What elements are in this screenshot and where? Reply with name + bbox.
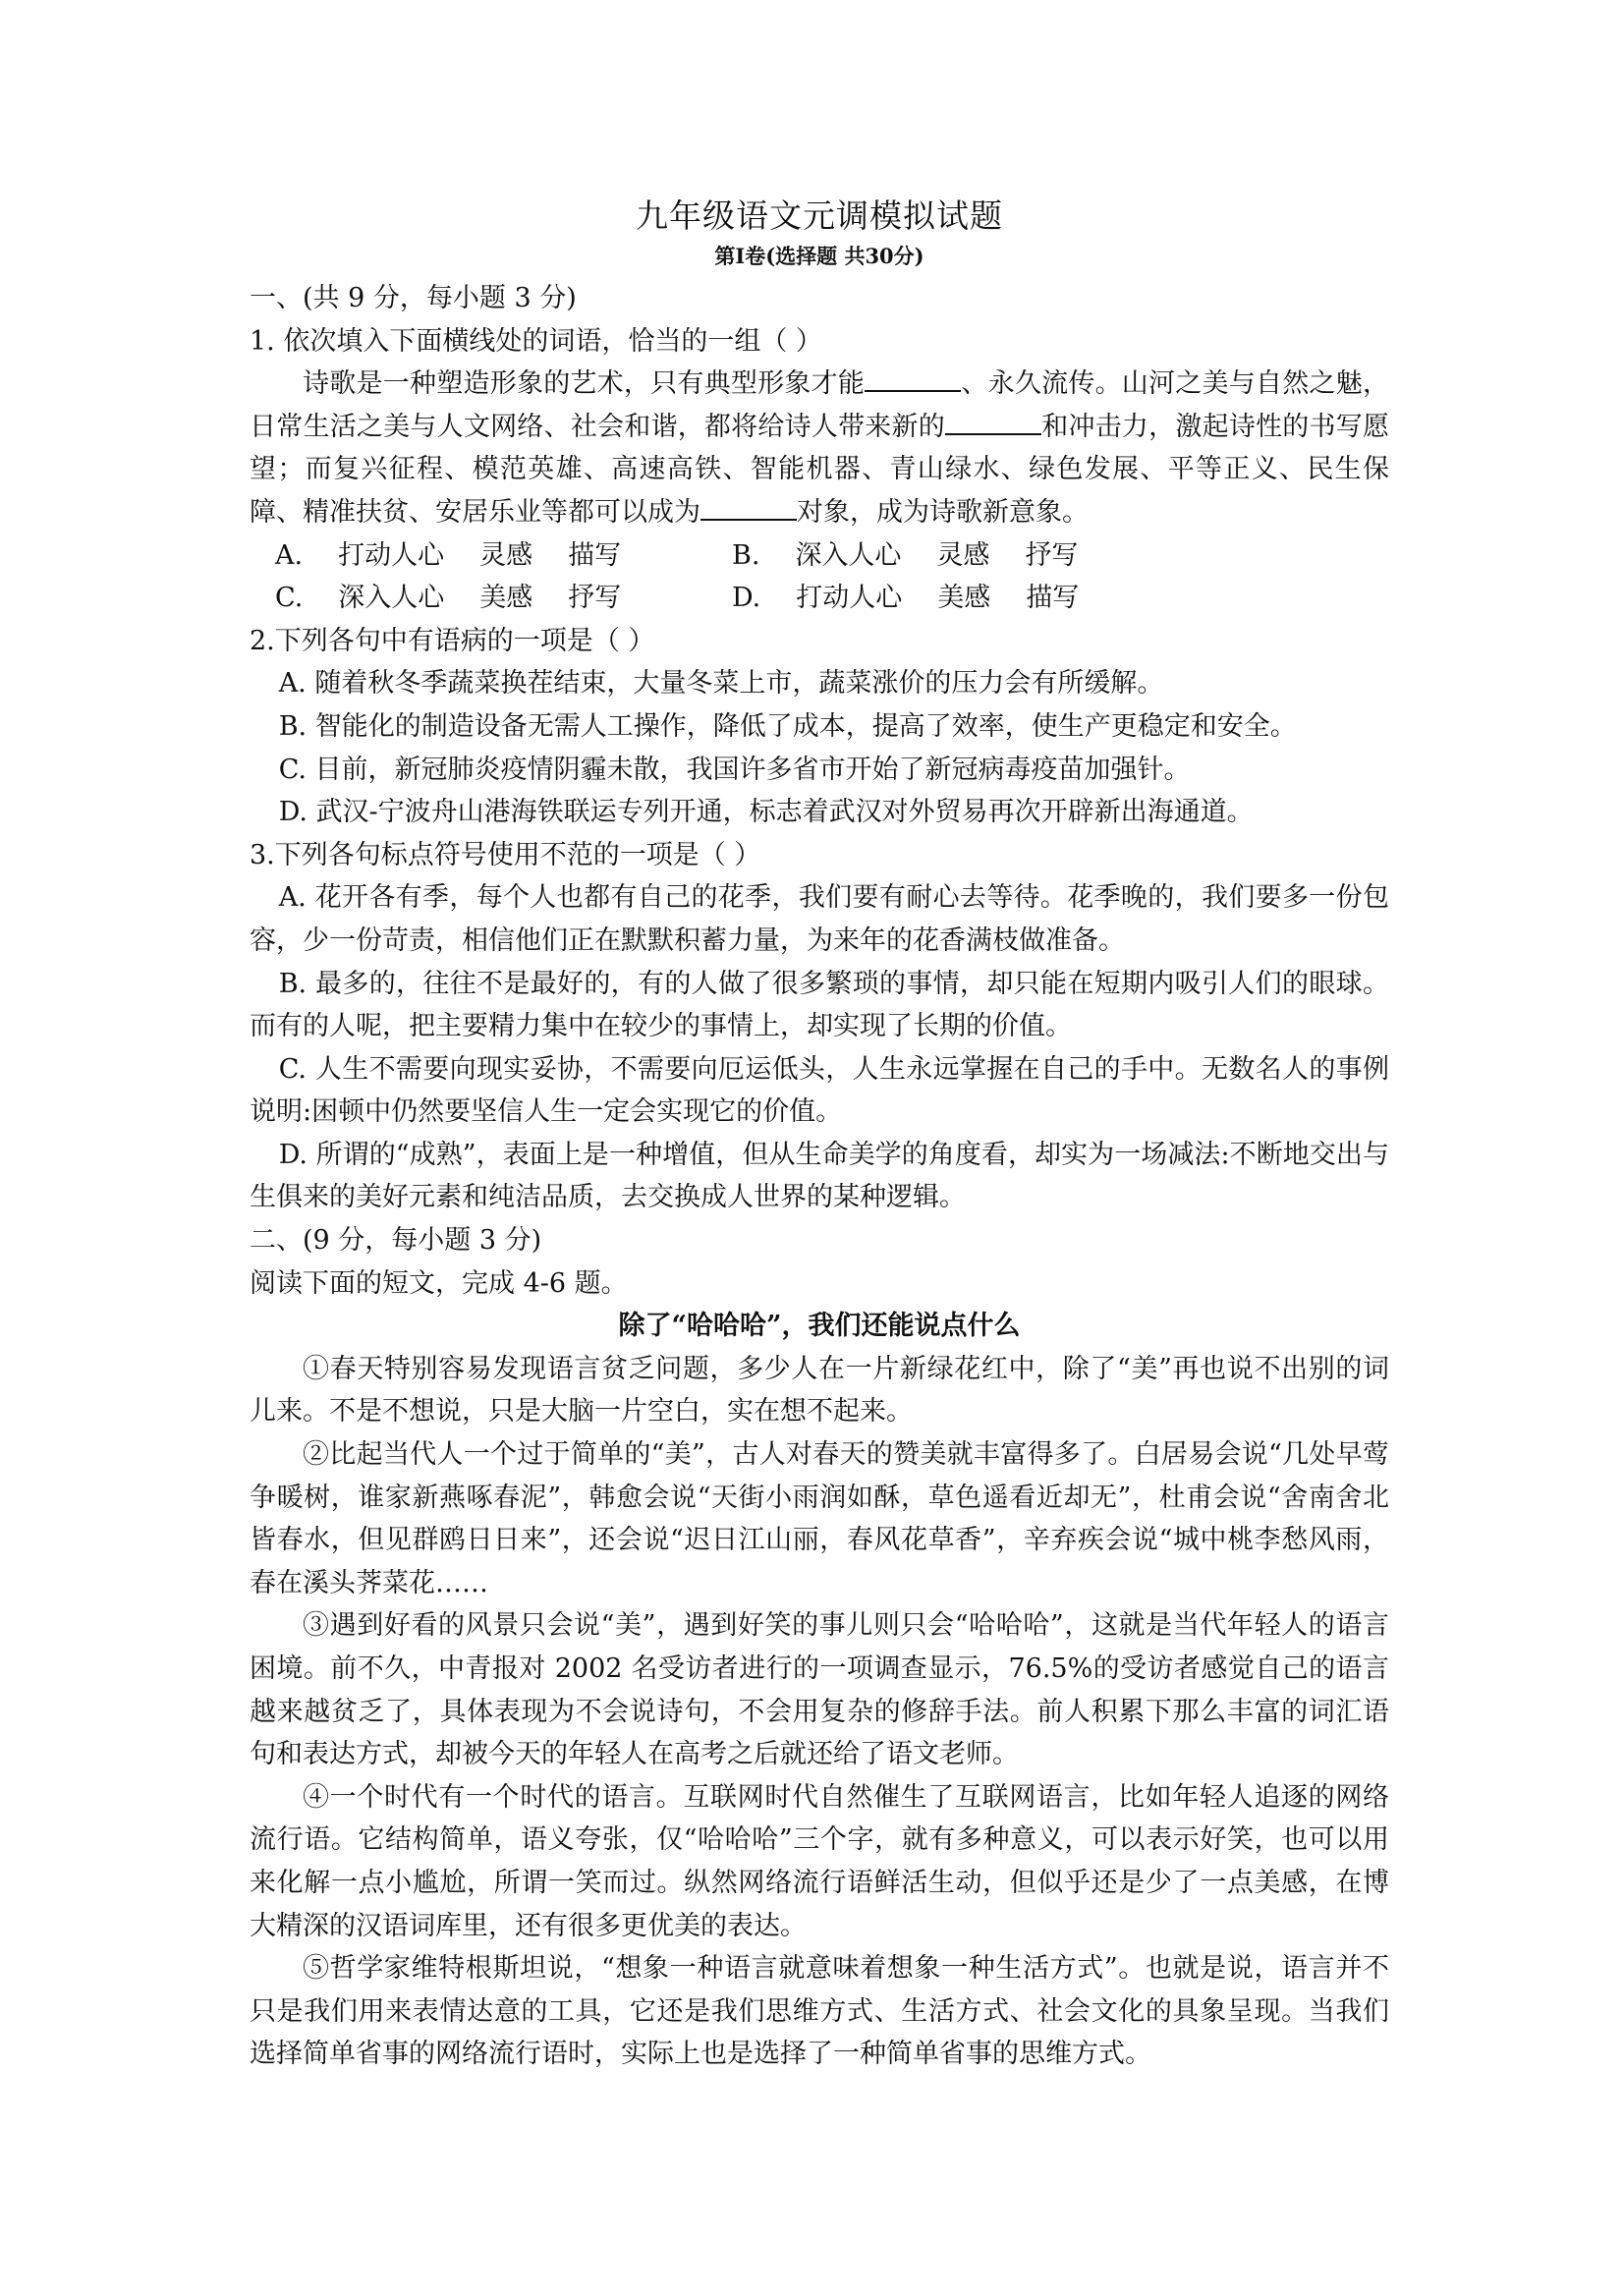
option-word: 描写	[568, 539, 622, 571]
q1-passage-part1: 诗歌是一种塑造形象的艺术，只有典型形象才能	[303, 368, 866, 400]
article-paragraph-1: ①春天特别容易发现语言贫乏问题，多少人在一片新绿花红中，除了“美”再也说不出别的词儿来。不是不想说，只是大脑一片空白，实在想不起来。	[250, 1353, 1389, 1428]
q3-option-b: B. 最多的，往往不是最好的，有的人做了很多繁琐的事情，却只能在短期内吸引人们的眼球。而有的人呢，把主要精力集中在较少的事情上，却实现了长期的价值。	[250, 968, 1389, 1042]
q1-blank-1	[865, 364, 961, 392]
option-word: 灵感	[479, 539, 533, 571]
q3-option-c: C. 人生不需要向现实妥协，不需要向厄运低头，人生永远掌握在自己的手中。无数名人的事例说明:困顿中仍然要坚信人生一定会实现它的价值。	[250, 1053, 1389, 1128]
option-word: 美感	[479, 583, 533, 614]
option-word: 美感	[937, 583, 991, 614]
q1-passage	[250, 363, 1389, 533]
section2-instruction: 阅读下面的短文，完成 4-6 题。	[250, 1267, 628, 1299]
option-word: 抒写	[1025, 539, 1079, 571]
page-content	[250, 193, 1389, 2076]
q1-blank-2	[945, 408, 1041, 435]
article-paragraph-5: ⑤哲学家维特根斯坦说，“想象一种语言就意味着想象一种生活方式”。也就是说，语言并不只是我们用来表情达意的工具，它还是我们思维方式、生活方式、社会文化的具象呈现。当我们选择简单省事的网络流行语时，实际上也是选择了一种简单省事的思维方式。	[250, 1953, 1389, 2070]
q2-option-b: B. 智能化的制造设备无需人工操作，降低了成本，提高了效率，使生产更稳定和安全。	[278, 710, 1297, 742]
article-paragraph-4: ④一个时代有一个时代的语言。互联网时代自然催生了互联网语言，比如年轻人追逐的网络流行语。它结构简单，语义夸张，仅“哈哈哈”三个字，就有多种意义，可以表示好笑，也可以用来化解一点小尴尬，所谓一笑而过。纵然网络流行语鲜活生动，但似乎还是少了一点美感，在博大精深的汉语词库里，还有很多更优美的表达。	[250, 1781, 1389, 1941]
q3-option-a: A. 花开各有季，每个人也都有自己的花季，我们要有耐心去等待。花季晚的，我们要多一份包容，少一份苛责，相信他们正在默默积蓄力量，为来年的花香满枝做准备。	[250, 882, 1389, 956]
article-paragraph-2: ②比起当代人一个过于简单的“美”，古人对春天的赞美就丰富得多了。白居易会说“几处早莺争暖树，谁家新燕啄春泥”，韩愈会说“天街小雨润如酥，草色遥看近却无”，杜甫会说“舍南舍北皆春水，但见群鸥日日来”，还会说“迟日江山丽，春风花草香”，辛弃疾会说“城中桃李愁风雨，春在溪头荠菜花……	[250, 1439, 1389, 1598]
option-word: 灵感	[936, 539, 990, 571]
q2-option-d: D. 武汉-宁波舟山港海铁联运专列开通，标志着武汉对外贸易再次开辟新出海通道。	[278, 797, 1254, 828]
option-letter: C.	[275, 583, 304, 614]
option-word: 打动人心	[338, 539, 445, 571]
q1-option-c	[275, 577, 732, 620]
q1-options-row-2	[250, 577, 1389, 620]
article-title: 除了“哈哈哈”，我们还能说点什么	[618, 1311, 1021, 1342]
q1-option-b	[732, 534, 1189, 578]
q1-blank-3	[700, 493, 797, 521]
article-paragraph-3: ③遇到好看的风景只会说“美”，遇到好笑的事儿则只会“哈哈哈”，这就是当代年轻人的语言困境。前不久，中青报对 2002 名受访者进行的一项调查显示，76.5%的受访者感觉自己的语言越来越贫乏了，具体表现为不会说诗句，不会用复杂的修辞手法。前人积累下那么丰富的词汇语句和表达方式，却被今天的年轻人在高考之后就还给了语文老师。	[250, 1610, 1389, 1770]
q3-stem: 3.下列各句标点符号使用不范的一项是（ ）	[250, 839, 761, 870]
option-word: 抒写	[568, 583, 622, 614]
q1-options-row-1	[250, 534, 1389, 578]
q1-passage-part3: 和冲击力，激起诗性的书写愿望；而复兴征程、模范英雄、高速高铁、智能机器、青山绿水、绿色发展、平等正义、民生保障、精准扶贫、安居乐业等都可以成为	[250, 411, 1389, 528]
section2-heading: 二、(9 分，每小题 3 分)	[250, 1225, 542, 1257]
q2-option-a: A. 随着秋冬季蔬菜换茬结束，大量冬菜上市，蔬菜涨价的压力会有所缓解。	[278, 668, 1164, 700]
q1-option-d	[732, 577, 1189, 620]
option-letter: A.	[275, 539, 304, 571]
q2-option-c: C. 目前，新冠肺炎疫情阴霾未散，我国许多省市开始了新冠病毒疫苗加强针。	[278, 754, 1191, 785]
exam-title: 九年级语文元调模拟试题	[636, 196, 1003, 235]
option-word: 打动人心	[796, 583, 903, 614]
option-word: 深入人心	[338, 583, 445, 614]
q1-stem: 1. 依次填入下面横线处的词语，恰当的一组（ ）	[250, 325, 822, 357]
option-letter: B.	[732, 539, 760, 571]
option-word: 深入人心	[795, 539, 902, 571]
q1-option-a	[275, 534, 732, 578]
q1-passage-part4: 对象，成为诗歌新意象。	[797, 496, 1089, 528]
option-word: 描写	[1026, 583, 1080, 614]
exam-subtitle: 第Ⅰ卷(选择题 共30分)	[714, 244, 924, 268]
q3-option-d: D. 所谓的“成熟”，表面上是一种增值，但从生命美学的角度看，却实为一场减法:不断地交出与生俱来的美好元素和纯洁品质，去交换成人世界的某种逻辑。	[250, 1139, 1389, 1213]
q1-passage-part2: 、永久流传。山河之美与自然之魅，日常生活之美与人文网络、社会和谐，都将给诗人带来新的	[250, 368, 1390, 442]
section1-heading: 一、(共 9 分，每小题 3 分)	[250, 283, 577, 313]
option-letter: D.	[732, 583, 761, 614]
q2-stem: 2.下列各句中有语病的一项是（ ）	[250, 625, 655, 656]
